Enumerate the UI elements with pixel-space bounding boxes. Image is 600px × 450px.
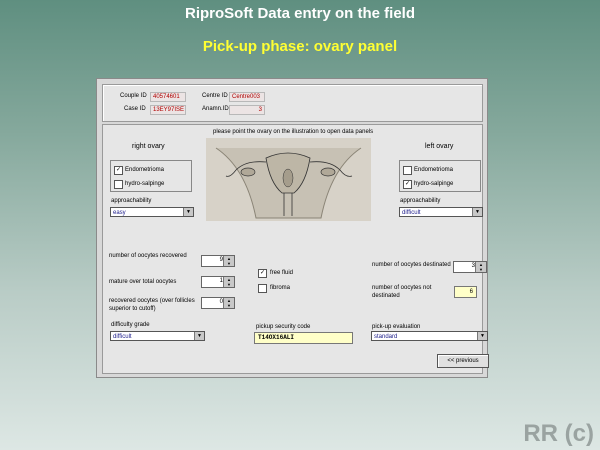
previous-button[interactable]: << previous bbox=[437, 354, 489, 368]
centre-id-field[interactable]: Centre003 bbox=[229, 92, 265, 102]
difficulty-select[interactable] bbox=[110, 331, 205, 341]
left-endometrioma-checkbox[interactable] bbox=[403, 166, 412, 175]
destinated-label: number of oocytes destinated bbox=[372, 262, 451, 268]
free-fluid-checkbox[interactable]: ✓ bbox=[259, 270, 266, 276]
case-id-field[interactable]: 13EY97ISE bbox=[150, 105, 186, 115]
security-code-label: pickup security code bbox=[256, 324, 311, 330]
left-approachability-value: difficult bbox=[402, 210, 421, 216]
free-fluid-label: free fluid bbox=[270, 270, 294, 276]
case-id-label: Case ID bbox=[124, 106, 146, 112]
id-panel bbox=[102, 84, 483, 122]
app-window bbox=[96, 78, 488, 378]
chevron-down-icon: ▼ bbox=[477, 332, 487, 340]
chevron-down-icon: ▼ bbox=[194, 332, 204, 340]
oocytes-recovered-label: number of oocytes recovered bbox=[109, 253, 187, 259]
left-ovary-title: left ovary bbox=[425, 143, 454, 150]
right-approachability-label: approachability bbox=[111, 198, 152, 204]
chevron-down-icon: ▼ bbox=[472, 208, 482, 216]
mature-stepper[interactable] bbox=[201, 276, 235, 288]
left-hydro-label: hydro-salpinge bbox=[414, 181, 454, 187]
mature-value: 1 bbox=[219, 278, 223, 284]
recovered-over-label: recovered oocytes (over follicles superior to cutoff) bbox=[109, 298, 195, 312]
not-destinated-value: 6 bbox=[454, 286, 477, 298]
not-destinated-label: number of oocytes not destinated bbox=[372, 285, 432, 299]
oocytes-recovered-value: 9 bbox=[219, 257, 223, 263]
anamn-id-label: Anamn.ID bbox=[202, 106, 229, 112]
watermark: RR (c) bbox=[523, 420, 594, 447]
difficulty-value: difficult bbox=[113, 334, 132, 340]
chevron-down-icon: ▼ bbox=[183, 208, 193, 216]
evaluation-select[interactable] bbox=[371, 331, 488, 341]
difficulty-label: difficulty grade bbox=[111, 322, 150, 328]
anamn-id-field[interactable]: 3 bbox=[229, 105, 265, 115]
right-ovary-title: right ovary bbox=[132, 143, 165, 150]
right-hydro-checkbox[interactable] bbox=[114, 180, 123, 189]
left-ovary-conditions bbox=[399, 160, 481, 192]
slide-title: RiproSoft Data entry on the field bbox=[184, 5, 415, 22]
evaluation-value: standard bbox=[374, 334, 398, 340]
oocytes-recovered-stepper[interactable] bbox=[201, 255, 235, 267]
right-hydro-label: hydro-salpinge bbox=[125, 181, 165, 187]
centre-id-label: Centre ID bbox=[202, 93, 228, 99]
slide-subtitle: Pick-up phase: ovary panel bbox=[202, 38, 398, 55]
recovered-over-value: 0 bbox=[219, 299, 223, 305]
destinated-value: 3 bbox=[471, 263, 475, 269]
uterus-illustration[interactable] bbox=[206, 138, 371, 221]
left-endometrioma-label: Endometrioma bbox=[414, 167, 454, 173]
ovary-panel bbox=[102, 124, 483, 374]
left-approachability-select[interactable] bbox=[399, 207, 483, 217]
right-endometrioma-label: Endometrioma bbox=[125, 167, 165, 173]
instruction-text: please point the ovary on the illustration to open data panels bbox=[213, 129, 374, 135]
stepper-arrows-icon[interactable]: ▲ ▼ bbox=[475, 262, 486, 272]
right-endometrioma-checkbox[interactable]: ✓ bbox=[115, 167, 122, 173]
stepper-arrows-icon[interactable]: ▲ ▼ bbox=[223, 277, 234, 287]
stepper-arrows-icon[interactable]: ▲ ▼ bbox=[223, 298, 234, 308]
right-approachability-value: easy bbox=[113, 210, 126, 216]
left-hydro-checkbox[interactable]: ✓ bbox=[404, 181, 411, 187]
left-ovary-target[interactable] bbox=[321, 168, 335, 176]
stepper-arrows-icon[interactable]: ▲ ▼ bbox=[223, 256, 234, 266]
right-ovary-conditions bbox=[110, 160, 192, 192]
mature-label: mature over total oocytes bbox=[109, 279, 177, 285]
destinated-stepper[interactable] bbox=[453, 261, 487, 273]
left-approachability-label: approachability bbox=[400, 198, 441, 204]
couple-id-label: Couple ID bbox=[120, 93, 147, 99]
fibroma-checkbox[interactable] bbox=[258, 284, 267, 293]
security-code-field[interactable]: T14OX16ALI bbox=[254, 332, 353, 344]
right-approachability-select[interactable] bbox=[110, 207, 194, 217]
fibroma-label: fibroma bbox=[270, 285, 291, 291]
recovered-over-stepper[interactable] bbox=[201, 297, 235, 309]
right-ovary-target[interactable] bbox=[241, 168, 255, 176]
evaluation-label: pick-up evaluation bbox=[372, 324, 421, 330]
couple-id-field[interactable]: 40574601 bbox=[150, 92, 186, 102]
